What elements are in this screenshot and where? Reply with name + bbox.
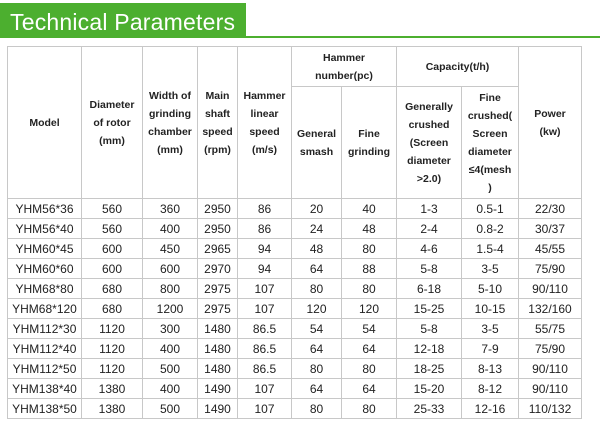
cell-fine-grinding: 80 <box>342 279 397 299</box>
cell-power: 55/75 <box>519 319 582 339</box>
header-fine-grinding: Fine grinding <box>342 87 397 199</box>
cell-general-smash: 24 <box>292 219 342 239</box>
cell-power: 110/132 <box>519 399 582 419</box>
table-row <box>8 299 582 319</box>
cell-chamber-width: 400 <box>143 339 198 359</box>
cell-shaft-speed: 2970 <box>198 259 238 279</box>
table-row <box>8 259 582 279</box>
cell-general-smash: 80 <box>292 399 342 419</box>
cell-fine-grinding: 54 <box>342 319 397 339</box>
cell-fine-grinding: 80 <box>342 239 397 259</box>
cell-general-smash: 20 <box>292 199 342 219</box>
header-hammer-number: Hammer number(pc) <box>292 47 397 87</box>
cell-generally-crushed: 5-8 <box>397 319 462 339</box>
cell-general-smash: 48 <box>292 239 342 259</box>
cell-fine-crushed: 8-13 <box>462 359 519 379</box>
cell-shaft-speed: 2965 <box>198 239 238 259</box>
cell-power: 75/90 <box>519 339 582 359</box>
cell-power: 90/110 <box>519 279 582 299</box>
page-title: Technical Parameters <box>10 9 236 35</box>
cell-chamber-width: 400 <box>143 219 198 239</box>
table-row <box>8 339 582 359</box>
cell-model: YHM60*45 <box>8 239 82 259</box>
table-row <box>8 379 582 399</box>
cell-fine-crushed: 5-10 <box>462 279 519 299</box>
cell-general-smash: 120 <box>292 299 342 319</box>
cell-fine-grinding: 80 <box>342 359 397 379</box>
cell-rotor-diameter: 600 <box>82 259 143 279</box>
cell-generally-crushed: 5-8 <box>397 259 462 279</box>
cell-shaft-speed: 2950 <box>198 219 238 239</box>
cell-fine-crushed: 7-9 <box>462 339 519 359</box>
header-model: Model <box>8 47 82 199</box>
cell-power: 22/30 <box>519 199 582 219</box>
cell-linear-speed: 86.5 <box>238 339 292 359</box>
cell-general-smash: 64 <box>292 339 342 359</box>
cell-fine-grinding: 80 <box>342 399 397 419</box>
header-rotor-diameter: Diameter of rotor (mm) <box>82 47 143 199</box>
cell-model: YHM56*36 <box>8 199 82 219</box>
cell-power: 30/37 <box>519 219 582 239</box>
cell-fine-crushed: 0.8-2 <box>462 219 519 239</box>
cell-shaft-speed: 2975 <box>198 299 238 319</box>
table-row <box>8 399 582 419</box>
cell-model: YHM68*80 <box>8 279 82 299</box>
cell-general-smash: 80 <box>292 279 342 299</box>
cell-generally-crushed: 4-6 <box>397 239 462 259</box>
cell-fine-grinding: 64 <box>342 339 397 359</box>
cell-general-smash: 64 <box>292 379 342 399</box>
cell-generally-crushed: 1-3 <box>397 199 462 219</box>
cell-fine-crushed: 1.5-4 <box>462 239 519 259</box>
cell-fine-grinding: 48 <box>342 219 397 239</box>
header-linear-speed: Hammer linear speed (m/s) <box>238 47 292 199</box>
cell-rotor-diameter: 1120 <box>82 339 143 359</box>
cell-shaft-speed: 1480 <box>198 339 238 359</box>
cell-model: YHM138*40 <box>8 379 82 399</box>
cell-linear-speed: 86 <box>238 199 292 219</box>
cell-model: YHM138*50 <box>8 399 82 419</box>
cell-rotor-diameter: 1120 <box>82 319 143 339</box>
header-general-smash: General smash <box>292 87 342 199</box>
header-capacity: Capacity(t/h) <box>397 47 519 87</box>
cell-model: YHM112*30 <box>8 319 82 339</box>
cell-shaft-speed: 2975 <box>198 279 238 299</box>
cell-rotor-diameter: 560 <box>82 219 143 239</box>
cell-shaft-speed: 1490 <box>198 399 238 419</box>
cell-fine-grinding: 88 <box>342 259 397 279</box>
cell-power: 132/160 <box>519 299 582 319</box>
cell-chamber-width: 600 <box>143 259 198 279</box>
section-banner <box>0 0 600 42</box>
table-row <box>8 279 582 299</box>
cell-general-smash: 54 <box>292 319 342 339</box>
table-row <box>8 359 582 379</box>
banner-underline <box>0 36 600 38</box>
cell-chamber-width: 300 <box>143 319 198 339</box>
cell-chamber-width: 450 <box>143 239 198 259</box>
cell-linear-speed: 86.5 <box>238 319 292 339</box>
cell-chamber-width: 800 <box>143 279 198 299</box>
cell-fine-crushed: 12-16 <box>462 399 519 419</box>
cell-linear-speed: 94 <box>238 239 292 259</box>
cell-fine-grinding: 64 <box>342 379 397 399</box>
cell-general-smash: 80 <box>292 359 342 379</box>
cell-power: 75/90 <box>519 259 582 279</box>
cell-linear-speed: 86 <box>238 219 292 239</box>
cell-generally-crushed: 15-20 <box>397 379 462 399</box>
cell-general-smash: 64 <box>292 259 342 279</box>
table-body <box>8 199 582 419</box>
cell-generally-crushed: 25-33 <box>397 399 462 419</box>
cell-chamber-width: 400 <box>143 379 198 399</box>
cell-generally-crushed: 12-18 <box>397 339 462 359</box>
cell-generally-crushed: 2-4 <box>397 219 462 239</box>
cell-model: YHM56*40 <box>8 219 82 239</box>
cell-chamber-width: 500 <box>143 359 198 379</box>
cell-rotor-diameter: 560 <box>82 199 143 219</box>
cell-generally-crushed: 6-18 <box>397 279 462 299</box>
cell-fine-crushed: 10-15 <box>462 299 519 319</box>
parameters-table <box>7 46 582 419</box>
cell-shaft-speed: 1490 <box>198 379 238 399</box>
cell-fine-crushed: 8-12 <box>462 379 519 399</box>
cell-model: YHM68*120 <box>8 299 82 319</box>
cell-rotor-diameter: 600 <box>82 239 143 259</box>
cell-fine-crushed: 3-5 <box>462 259 519 279</box>
table-row <box>8 319 582 339</box>
cell-generally-crushed: 15-25 <box>397 299 462 319</box>
header-power: Power (kw) <box>519 47 582 199</box>
cell-rotor-diameter: 1380 <box>82 379 143 399</box>
cell-power: 90/110 <box>519 379 582 399</box>
cell-model: YHM60*60 <box>8 259 82 279</box>
cell-linear-speed: 107 <box>238 299 292 319</box>
banner-title-bar <box>0 3 246 36</box>
cell-rotor-diameter: 680 <box>82 299 143 319</box>
header-shaft-speed: Main shaft speed (rpm) <box>198 47 238 199</box>
cell-linear-speed: 107 <box>238 379 292 399</box>
table-row <box>8 219 582 239</box>
cell-rotor-diameter: 1120 <box>82 359 143 379</box>
cell-shaft-speed: 2950 <box>198 199 238 219</box>
cell-fine-crushed: 0.5-1 <box>462 199 519 219</box>
cell-chamber-width: 1200 <box>143 299 198 319</box>
cell-shaft-speed: 1480 <box>198 319 238 339</box>
cell-linear-speed: 107 <box>238 279 292 299</box>
cell-model: YHM112*50 <box>8 359 82 379</box>
cell-linear-speed: 86.5 <box>238 359 292 379</box>
cell-generally-crushed: 18-25 <box>397 359 462 379</box>
cell-linear-speed: 107 <box>238 399 292 419</box>
cell-rotor-diameter: 1380 <box>82 399 143 419</box>
header-chamber-width: Width of grinding chamber (mm) <box>143 47 198 199</box>
cell-power: 45/55 <box>519 239 582 259</box>
cell-linear-speed: 94 <box>238 259 292 279</box>
cell-model: YHM112*40 <box>8 339 82 359</box>
cell-fine-crushed: 3-5 <box>462 319 519 339</box>
cell-chamber-width: 360 <box>143 199 198 219</box>
cell-rotor-diameter: 680 <box>82 279 143 299</box>
cell-fine-grinding: 120 <box>342 299 397 319</box>
cell-chamber-width: 500 <box>143 399 198 419</box>
table-row <box>8 239 582 259</box>
header-generally-crushed: Generally crushed (Screen diameter >2.0) <box>397 87 462 199</box>
cell-fine-grinding: 40 <box>342 199 397 219</box>
table-row <box>8 199 582 219</box>
header-fine-crushed: Fine crushed( Screen diameter ≤4(mesh ) <box>462 87 519 199</box>
cell-power: 90/110 <box>519 359 582 379</box>
cell-shaft-speed: 1480 <box>198 359 238 379</box>
